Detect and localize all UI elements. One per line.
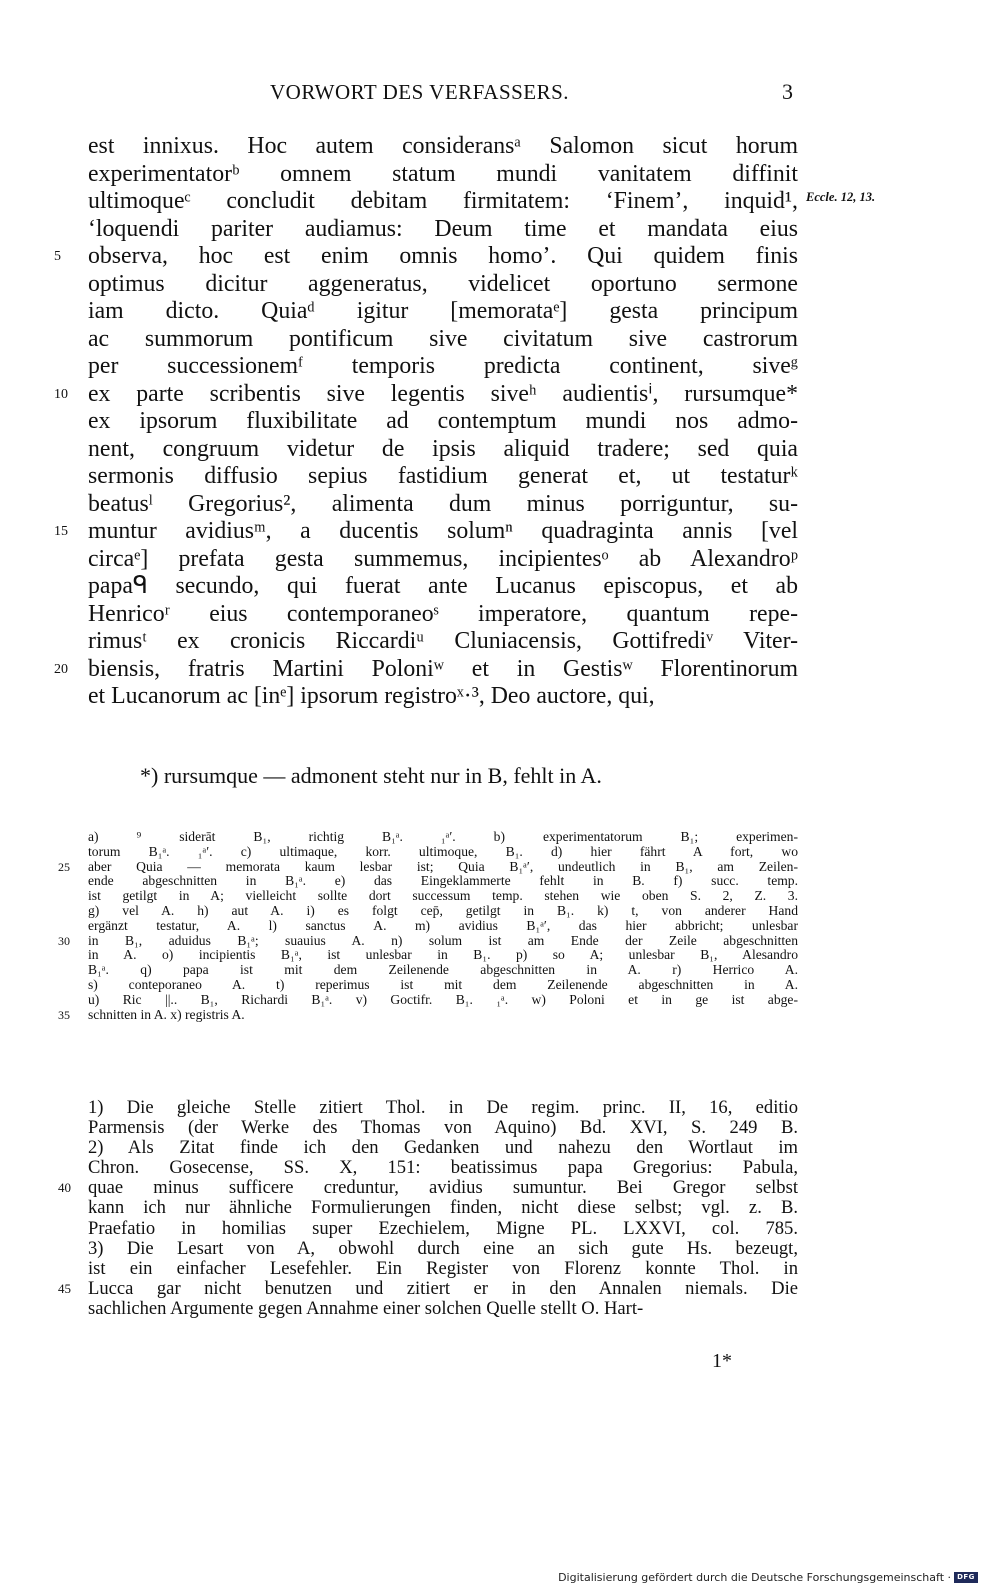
- line-text: ex parte scribentis sive legentis siveʰ audientisⁱ, rursumque*: [88, 380, 798, 407]
- line-text: observa, hoc est enim omnis homo’. Qui quidem finis: [88, 243, 798, 269]
- line-text: nent, congruum videtur de ipsis aliquid tradere; sed quia: [88, 435, 798, 462]
- line-text: rimusᵗ ex cronicis Riccardiᵘ Cluniacensis, Gottifrediᵛ Viter-: [88, 628, 798, 654]
- text-line: [88, 573, 798, 601]
- text-line: [88, 353, 798, 381]
- line-text: B₁ᵃ. q) papa ist mit dem Zeilenende abgeschnitten in A. r) Herrico A.: [88, 962, 798, 978]
- text-line: [88, 1158, 798, 1178]
- text-line: [88, 601, 798, 629]
- line-text: ist ein einfacher Lesefehler. Ein Register von Florenz konnte Thol. in: [88, 1257, 798, 1279]
- margin-reference: Eccle. 12, 13.: [806, 190, 876, 204]
- text-line: [54, 380, 798, 409]
- line-text: sermonis diffusio sepius fastidium generat et, ut testaturᵏ: [88, 463, 798, 489]
- variant-apparatus: [58, 829, 798, 1022]
- digitization-footer: [558, 1571, 978, 1584]
- line-text: Parmensis (der Werke des Thomas von Aquino) Bd. XVI, S. 249 B.: [88, 1117, 798, 1139]
- line-number: 10: [54, 386, 68, 402]
- line-text: 2) Als Zitat finde ich den Gedanken und nahezu den Wortlaut im: [88, 1137, 798, 1159]
- text-line: [88, 491, 798, 519]
- line-text: ultimoqueᶜ concludit debitam firmitatem: ‘Finem’, inquid¹,: [88, 188, 798, 214]
- line-text: ‘loquendi pariter audiamus: Deum time et mandata eius: [88, 215, 798, 242]
- line-text: papaᑫ secundo, qui fuerat ante Lucanus episcopus, et ab: [88, 573, 798, 599]
- footnotes: [58, 1097, 798, 1319]
- line-text: per successionemᶠ temporis predicta continent, siveᵍ: [88, 353, 798, 379]
- line-text: Henricoʳ eius contemporaneoˢ imperatore, quantum repe-: [88, 600, 798, 627]
- line-text: u) Ric ||.. B₁, Richardi B₁ᵃ. v) Goctifr. B₁. ₁ᵃ. w) Poloni et in ge ist abge-: [88, 991, 798, 1007]
- line-text: est innixus. Hoc autem consideransᵃ Salomon sicut horum: [88, 133, 798, 159]
- line-text: ist getilgt in A; vielleicht sollte dort successum temp. stehen wie oben S. 2, Z. 3.: [88, 888, 798, 904]
- text-line: [88, 1118, 798, 1138]
- line-text: aber Quia — memorata kaum lesbar ist; Quia B₁ᵃ′, undeutlich in B₁, am Zeilen-: [88, 858, 798, 874]
- text-line: [88, 1198, 798, 1218]
- line-text: kann ich nur ähnliche Formulierungen finden, nicht diese selbst; vgl. z. B.: [88, 1197, 798, 1219]
- line-text: experimentatorᵇ omnem statum mundi vanitatem diffinit: [88, 160, 798, 187]
- text-line: [58, 932, 798, 949]
- line-text: muntur avidiusᵐ, a ducentis solumⁿ quadraginta annis [vel: [88, 518, 798, 544]
- line-text: in B₁, aduidus B₁ᵃ; suauius A. n) solum ist am Ende der Zeile abgeschnitten: [88, 932, 798, 948]
- text-line: [88, 133, 798, 161]
- line-text: ende abgeschnitten in B₁ᵃ. e) das Eingeklammerte fehlt in B. f) succ. temp.: [88, 873, 798, 889]
- text-line: [88, 845, 798, 860]
- text-line: [88, 1098, 798, 1118]
- text-line: [88, 948, 798, 963]
- text-line: [88, 326, 798, 354]
- text-line: [88, 830, 798, 845]
- line-number: 25: [58, 859, 70, 874]
- text-line: [88, 993, 798, 1008]
- text-line: [88, 904, 798, 919]
- text-line: [88, 271, 798, 299]
- line-text: optimus dicitur aggeneratus, videlicet oportuno sermone: [88, 270, 798, 297]
- text-line: [88, 1299, 798, 1319]
- line-text: Chron. Gosecense, SS. X, 151: beatissimus papa Gregorius: Pabula,: [88, 1157, 798, 1179]
- line-number: 15: [54, 524, 68, 539]
- line-number: 40: [58, 1180, 71, 1196]
- line-number: 5: [54, 249, 61, 264]
- text-line: [88, 463, 798, 491]
- line-text: s) conteporaneo A. t) reperimus ist mit dem Zeilenende abgeschnitten in A.: [88, 976, 798, 992]
- text-line: [88, 978, 798, 993]
- text-line: [54, 655, 798, 684]
- text-line: [88, 216, 798, 244]
- line-number: 30: [58, 933, 70, 948]
- footer-text: Digitalisierung gefördert durch die Deutsche Forschungsgemeinschaft ·: [558, 1571, 951, 1584]
- text-line: [88, 919, 798, 934]
- line-text: Lucca gar nicht benutzen und zitiert er in den Annalen niemals. Die: [88, 1277, 798, 1299]
- text-line: [88, 298, 798, 326]
- line-text: a) ⁹ siderāt B₁, richtig B₁ᵃ. ₁ᵃ′. b) experimentatorum B₁; experimen-: [88, 829, 798, 844]
- line-text: Praefatio in homilias super Ezechielem, Migne PL. LXXVI, col. 785.: [88, 1217, 798, 1239]
- asterisk-note: *) rursumque — admonent steht nur in B, fehlt in A.: [140, 763, 602, 788]
- text-line: [88, 628, 798, 656]
- line-text: in A. o) incipientis B₁ᵃ, ist unlesbar in B₁. p) so A; unlesbar B₁, Alesandro: [88, 947, 798, 963]
- running-header: VORWORT DES VERFASSERS.: [270, 80, 570, 104]
- line-text: ergänzt testatur, A. l) sanctus A. m) avidius B₁ᵃ′, das hier abbricht; unlesbar: [88, 917, 798, 933]
- line-text: iam dicto. Quiaᵈ igitur [memorataᵉ] gesta principum: [88, 298, 798, 324]
- signature-mark: 1*: [712, 1350, 732, 1372]
- line-number: 20: [54, 661, 68, 677]
- text-line: [58, 858, 798, 875]
- text-line: [58, 1277, 798, 1299]
- text-line: [88, 889, 798, 904]
- dfg-logo-icon: DFG: [954, 1572, 978, 1583]
- main-text: [54, 133, 798, 711]
- line-text: ex ipsorum fluxibilitate ad contemptum mundi nos admo-: [88, 408, 798, 434]
- text-line: [88, 1138, 798, 1158]
- line-text: schnitten in A. x) registris A.: [88, 1006, 245, 1022]
- line-text: biensis, fratris Martini Poloniʷ et in Gestisʷ Florentinorum: [88, 655, 798, 682]
- line-text: 3) Die Lesart von A, obwohl durch eine an sich gute Hs. bezeugt,: [88, 1237, 798, 1259]
- text-line: [88, 436, 798, 464]
- text-line: [54, 243, 798, 271]
- text-line: [88, 1259, 798, 1279]
- text-line: [88, 546, 798, 574]
- text-line: [88, 188, 798, 216]
- line-text: 1) Die gleiche Stelle zitiert Thol. in De regim. princ. II, 16, editio: [88, 1097, 798, 1118]
- line-number: 35: [58, 1007, 70, 1022]
- line-text: ac summorum pontificum sive civitatum sive castrorum: [88, 325, 798, 352]
- text-line: [88, 408, 798, 436]
- line-text: sachlichen Argumente gegen Annahme einer solchen Quelle stellt O. Hart-: [88, 1297, 644, 1319]
- page-number: 3: [782, 79, 793, 104]
- text-line: [88, 683, 798, 711]
- text-line: [88, 963, 798, 978]
- text-line: [88, 1219, 798, 1239]
- text-line: [54, 518, 798, 546]
- line-text: circaᵉ] prefata gesta summemus, incipientesᵒ ab Alexandroᵖ: [88, 545, 798, 572]
- line-text: torum B₁ᵃ. ₁ᵃ′. c) ultimaque, korr. ultimoque, B₁. d) hier fährt A fort, wo: [88, 843, 798, 859]
- line-text: quae minus sufficere creduntur, avidius sumuntur. Bei Gregor selbst: [88, 1177, 798, 1199]
- line-text: beatusˡ Gregorius², alimenta dum minus porriguntur, su-: [88, 490, 798, 517]
- line-text: et Lucanorum ac [inᵉ] ipsorum registroˣ·³, Deo auctore, qui,: [88, 683, 655, 709]
- text-line: [58, 1006, 798, 1023]
- line-number: 45: [58, 1280, 71, 1296]
- text-line: [88, 1239, 798, 1259]
- text-line: [88, 161, 798, 189]
- line-text: g) vel A. h) aut A. i) es folgt cep̄, getilgt in B₁. k) t, von anderer Hand: [88, 902, 798, 918]
- text-line: [58, 1177, 798, 1199]
- text-line: [88, 874, 798, 889]
